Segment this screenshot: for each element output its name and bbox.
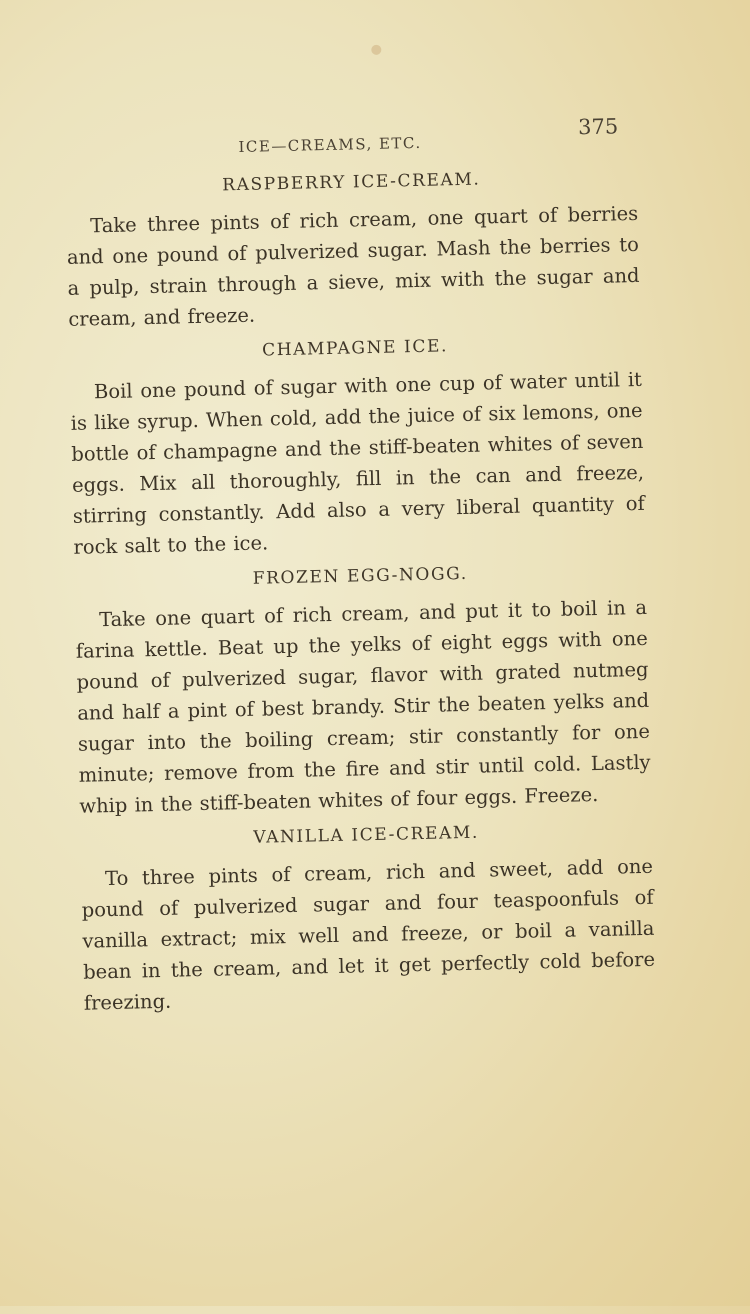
recipe-frozen-egg-nogg xyxy=(74,560,652,822)
recipe-title: VANILLA ICE-CREAM. xyxy=(253,822,480,848)
recipe-body: Take one quart of rich cream, and put it to boil in a farina kettle. Beat up the yelks of eight eggs with one pound of pulverized sugar, flavor with grated nutmeg and half a pint of best brandy. Stir the beaten yelks and sugar into the boiling cream; stir constantly for one minute; remove from the fire and stir until cold. Lastly whip in the stiff-beaten whites of four eggs. Freeze. xyxy=(75,595,651,818)
page-content xyxy=(65,166,656,1029)
recipe-raspberry-ice-cream xyxy=(65,166,640,335)
recipe-body: To three pints of cream, rich and sweet, add one pound of pulverized sugar and four teaspoonfuls of vanilla extract; mix well and freeze, or boil a vanilla bean in the cream, and let it get perfectly cold before freezing. xyxy=(81,854,656,1015)
recipe-title: RASPBERRY ICE-CREAM. xyxy=(221,169,481,196)
recipe-vanilla-ice-cream xyxy=(80,819,656,1019)
page-header xyxy=(0,112,739,169)
recipe-body: Take three pints of rich cream, one quart of berries and one pound of pulverized sugar. Mash the berries to a pulp, strain through a sieve, mix with the sugar and cream, and freeze. xyxy=(66,201,640,331)
running-head: ICE—CREAMS, ETC. xyxy=(238,133,422,156)
paper-stain xyxy=(371,45,381,55)
recipe-champagne-ice xyxy=(69,332,646,563)
recipe-title: CHAMPAGNE ICE. xyxy=(261,336,449,361)
recipe-body: Boil one pound of sugar with one cup of water until it is like syrup. When cold, add the juice of six lemons, one bottle of champagne and the stiff-beaten whites of seven eggs. Mix all thoroughly, fill in the can and freeze, stirring constantly. Add also a very liberal quantity of rock salt to the ice. xyxy=(70,367,645,559)
recipe-title: FROZEN EGG-NOGG. xyxy=(252,563,468,589)
page-number: 375 xyxy=(577,114,619,140)
